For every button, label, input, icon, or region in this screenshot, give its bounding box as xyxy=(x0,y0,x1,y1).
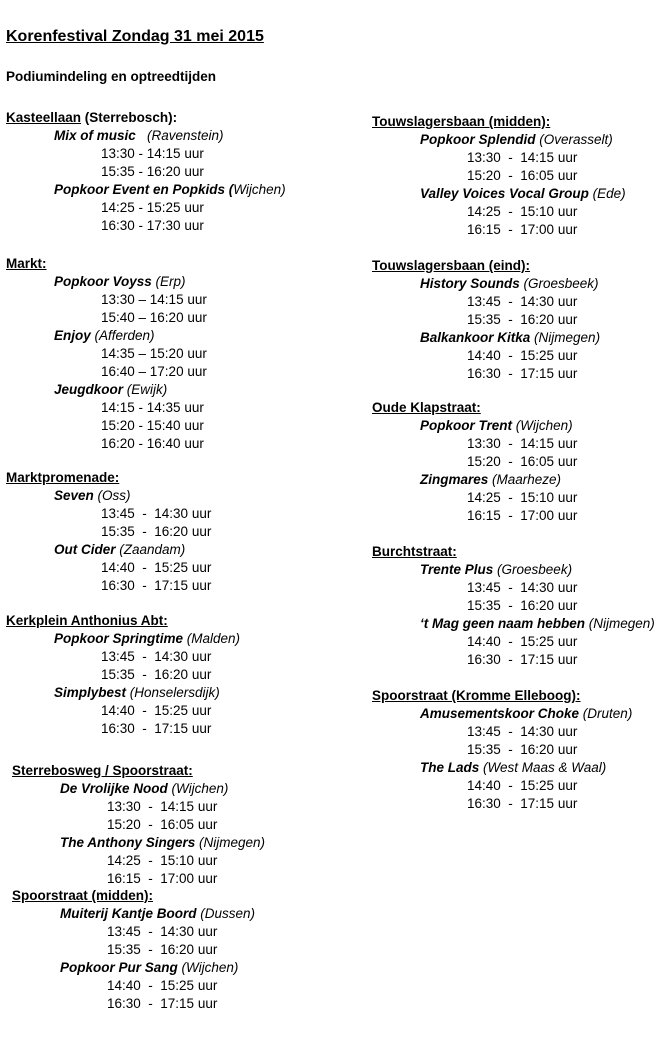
performance-time: 14:35 – 15:20 uur xyxy=(101,346,207,361)
stage-section xyxy=(372,257,600,383)
choir-entry xyxy=(420,561,655,579)
choir-name: Popkoor Splendid xyxy=(420,132,536,147)
performance-time: 16:40 – 17:20 uur xyxy=(101,364,207,379)
choir-entry xyxy=(60,959,255,977)
stage-section xyxy=(12,762,265,888)
performance-time: 14:40 - 15:25 uur xyxy=(467,634,578,649)
stage-location-name: Spoorstraat (midden): xyxy=(12,888,154,903)
performance-time: 13:30 - 14:15 uur xyxy=(101,146,204,161)
choir-place: (Druten) xyxy=(579,706,633,721)
choir-name: Muiterij Kantje Boord xyxy=(60,906,197,921)
choir-entry xyxy=(420,131,626,149)
performance-time: 15:35 - 16:20 uur xyxy=(101,164,204,179)
performance-time: 13:30 - 14:15 uur xyxy=(467,436,578,451)
choir-place: (Nijmegen) xyxy=(530,330,601,345)
choir-entry xyxy=(54,487,211,505)
choir-place: (Honselersdijk) xyxy=(126,685,220,700)
choir-name: Seven xyxy=(54,488,94,503)
choir-name: Out Cider xyxy=(54,542,116,557)
stage-location xyxy=(372,113,626,131)
performance-time: 15:35 - 16:20 uur xyxy=(467,312,578,327)
stage-section xyxy=(12,887,255,1013)
performance-time: 16:30 - 17:15 uur xyxy=(101,721,212,736)
stage-location-name: Markt: xyxy=(6,256,47,271)
choir-place: Wijchen) xyxy=(233,182,286,197)
performance-time: 14:25 - 15:10 uur xyxy=(107,853,218,868)
stage-location-suffix: (Sterrebosch): xyxy=(81,110,178,125)
choir-place: (Malden) xyxy=(183,631,241,646)
performance-time: 13:45 - 14:30 uur xyxy=(107,924,218,939)
stage-location xyxy=(12,887,255,905)
choir-name: The Anthony Singers xyxy=(60,835,196,850)
choir-entry xyxy=(54,541,211,559)
performance-time: 15:35 - 16:20 uur xyxy=(101,524,212,539)
choir-entry xyxy=(60,780,265,798)
performance-time: 16:30 - 17:15 uur xyxy=(467,366,578,381)
stage-location xyxy=(372,257,600,275)
choir-name: Jeugdkoor xyxy=(54,382,124,397)
performance-time: 14:25 - 15:10 uur xyxy=(467,490,578,505)
stage-section xyxy=(372,687,632,813)
choir-name: The Lads xyxy=(420,760,480,775)
choir-place: (Afferden) xyxy=(90,328,155,343)
stage-location xyxy=(6,109,286,127)
choir-name: Trente Plus xyxy=(420,562,494,577)
page-title: Korenfestival Zondag 31 mei 2015 xyxy=(6,28,264,45)
performance-time: 16:30 - 17:15 uur xyxy=(101,578,212,593)
performance-time: 13:45 - 14:30 uur xyxy=(467,294,578,309)
stage-location xyxy=(372,687,632,705)
choir-entry xyxy=(60,905,255,923)
choir-place: (Oss) xyxy=(93,488,131,503)
performance-time: 15:35 - 16:20 uur xyxy=(467,742,578,757)
stage-section xyxy=(372,543,655,669)
stage-section xyxy=(6,612,240,738)
performance-time: 16:15 - 17:00 uur xyxy=(107,871,218,886)
performance-time: 16:30 - 17:30 uur xyxy=(101,218,204,233)
stage-location xyxy=(6,469,211,487)
performance-time: 16:15 - 17:00 uur xyxy=(467,508,578,523)
choir-place: (Wijchen) xyxy=(167,781,229,796)
performance-time: 15:35 - 16:20 uur xyxy=(101,667,212,682)
choir-entry xyxy=(420,705,632,723)
choir-name: ‘t Mag geen naam hebben xyxy=(420,616,586,631)
performance-time: 16:20 - 16:40 uur xyxy=(101,436,204,451)
choir-name: Balkankoor Kitka xyxy=(420,330,531,345)
choir-name: Popkoor Springtime xyxy=(54,631,184,646)
choir-place: (Groesbeek) xyxy=(493,562,573,577)
choir-entry xyxy=(54,127,286,145)
choir-place: (Nijmegen) xyxy=(585,616,655,631)
choir-place: (Wijchen) xyxy=(512,418,573,433)
stage-location-name: Oude Klapstraat: xyxy=(372,400,481,415)
choir-name: Mix of music xyxy=(54,128,136,143)
stage-location-name: Touwslagersbaan (eind): xyxy=(372,258,531,273)
choir-name: Popkoor Trent xyxy=(420,418,513,433)
choir-name: Amusementskoor Choke xyxy=(420,706,580,721)
stage-section xyxy=(6,469,211,595)
stage-location-name: Burchtstraat: xyxy=(372,544,457,559)
choir-entry xyxy=(60,834,265,852)
choir-entry xyxy=(420,471,577,489)
stage-section xyxy=(372,113,626,239)
choir-entry xyxy=(54,273,207,291)
performance-time: 15:35 - 16:20 uur xyxy=(467,598,578,613)
choir-place: (Nijmegen) xyxy=(195,835,266,850)
performance-time: 16:30 - 17:15 uur xyxy=(107,996,218,1011)
stage-location-name: Spoorstraat (Kromme Elleboog): xyxy=(372,688,581,703)
choir-entry xyxy=(420,185,626,203)
choir-name: Popkoor Pur Sang xyxy=(60,960,178,975)
choir-place: (Zaandam) xyxy=(115,542,186,557)
choir-name: Valley Voices Vocal Group xyxy=(420,186,589,201)
performance-time: 14:15 - 14:35 uur xyxy=(101,400,204,415)
stage-location-name: Sterrebosweg / Spoorstraat: xyxy=(12,763,193,778)
performance-time: 13:30 - 14:15 uur xyxy=(467,150,578,165)
choir-name: Simplybest xyxy=(54,685,127,700)
choir-place: (West Maas & Waal) xyxy=(479,760,607,775)
choir-entry xyxy=(420,615,655,633)
choir-place: (Ravenstein) xyxy=(135,128,224,143)
performance-time: 13:30 – 14:15 uur xyxy=(101,292,207,307)
performance-time: 16:30 - 17:15 uur xyxy=(467,796,578,811)
performance-time: 14:25 - 15:25 uur xyxy=(101,200,204,215)
performance-time: 14:40 - 15:25 uur xyxy=(101,703,212,718)
performance-time: 13:45 - 14:30 uur xyxy=(467,724,578,739)
choir-place: (Wijchen) xyxy=(177,960,239,975)
performance-time: 14:40 - 15:25 uur xyxy=(107,978,218,993)
choir-name: Popkoor Voyss xyxy=(54,274,152,289)
choir-entry xyxy=(54,684,240,702)
stage-section xyxy=(6,255,207,453)
performance-time: 13:45 - 14:30 uur xyxy=(467,580,578,595)
performance-time: 13:45 - 14:30 uur xyxy=(101,649,212,664)
choir-entry xyxy=(54,630,240,648)
stage-location-name: Kerkplein Anthonius Abt: xyxy=(6,613,168,628)
choir-entry xyxy=(54,327,207,345)
choir-place: (Ewijk) xyxy=(123,382,168,397)
stage-location xyxy=(6,255,207,273)
choir-place: (Overasselt) xyxy=(535,132,613,147)
stage-location xyxy=(6,612,240,630)
performance-time: 15:35 - 16:20 uur xyxy=(107,942,218,957)
choir-place: (Dussen) xyxy=(196,906,256,921)
performance-time: 15:20 - 16:05 uur xyxy=(107,817,218,832)
performance-time: 14:40 - 15:25 uur xyxy=(467,778,578,793)
performance-time: 15:20 - 16:05 uur xyxy=(467,168,578,183)
choir-name: History Sounds xyxy=(420,276,520,291)
performance-time: 14:40 - 15:25 uur xyxy=(467,348,578,363)
choir-place: (Erp) xyxy=(151,274,186,289)
performance-time: 15:20 - 15:40 uur xyxy=(101,418,204,433)
performance-time: 16:15 - 17:00 uur xyxy=(467,222,578,237)
choir-place: (Groesbeek) xyxy=(519,276,599,291)
stage-location-name: Marktpromenade: xyxy=(6,470,120,485)
performance-time: 16:30 - 17:15 uur xyxy=(467,652,578,667)
choir-name: Popkoor Event en Popkids ( xyxy=(54,182,234,197)
performance-time: 15:20 - 16:05 uur xyxy=(467,454,578,469)
page-subtitle: Podiumindeling en optreedtijden xyxy=(6,69,217,84)
performance-time: 14:25 - 15:10 uur xyxy=(467,204,578,219)
stage-location xyxy=(372,543,655,561)
choir-entry xyxy=(420,417,577,435)
choir-entry xyxy=(54,381,207,399)
choir-name: De Vrolijke Nood xyxy=(60,781,168,796)
stage-location-name: Kasteellaan xyxy=(6,110,82,125)
choir-entry xyxy=(54,181,286,199)
stage-section xyxy=(372,399,577,525)
stage-location-name: Touwslagersbaan (midden): xyxy=(372,114,551,129)
choir-name: Zingmares xyxy=(420,472,489,487)
choir-entry xyxy=(420,759,632,777)
performance-time: 15:40 – 16:20 uur xyxy=(101,310,207,325)
choir-place: (Ede) xyxy=(588,186,626,201)
choir-entry xyxy=(420,329,600,347)
choir-place: (Maarheze) xyxy=(488,472,562,487)
performance-time: 13:30 - 14:15 uur xyxy=(107,799,218,814)
performance-time: 14:40 - 15:25 uur xyxy=(101,560,212,575)
stage-section xyxy=(6,109,286,235)
performance-time: 13:45 - 14:30 uur xyxy=(101,506,212,521)
choir-entry xyxy=(420,275,600,293)
stage-location xyxy=(12,762,265,780)
choir-name: Enjoy xyxy=(54,328,91,343)
stage-location xyxy=(372,399,577,417)
